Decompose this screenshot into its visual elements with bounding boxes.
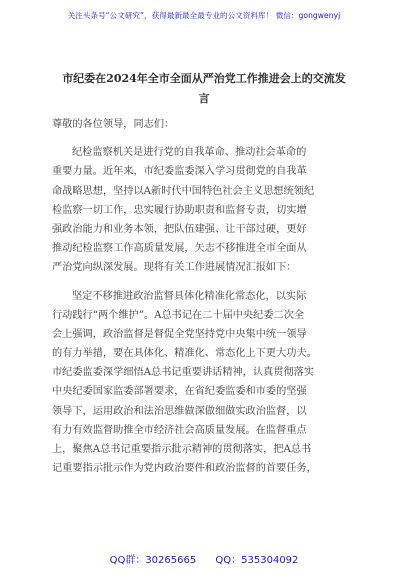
paragraph-line: 记重要指示批示作为党内政治要件和政治监督的首要任务， [52,463,317,475]
paragraph-line: 重要力量。近年来，市纪委监委深入学习贯彻党的自我革 [52,166,307,178]
paragraph-line: 有力有效监督助推全市经济社会高质量发展。在监督重点 [52,424,307,436]
qq-number: QQ：535304092 [215,555,299,566]
paragraph-line: 会上强调，政治监督是督促全党坚持党中央集中统一领导 [52,328,307,340]
footer-contact [0,551,408,566]
paragraph-line: 推动纪检监察工作高质量发展，矢志不移推进全市全面从 [52,243,307,255]
paragraph-line: 严治党向纵深发展。现将有关工作进展情况汇报如下： [52,262,297,274]
paragraph-line: 市纪委监委深学细悟A总书记重要讲话精神，认真贯彻落实 [52,367,315,379]
qq-group-number: QQ群：30265665 [109,555,197,566]
paragraph-line: 领导下，运用政治和法治思维做深做细做实政治监督，以 [52,405,307,417]
document-title [52,69,356,109]
header-banner: 关注头条号“公文研究”，获得最新最全最专业的公文资料库！ 微信：gongwenyj [67,11,341,20]
paragraph-1 [52,143,356,277]
paragraph-line: 坚定不移推进政治监督具体化精准化常态化，以实际 [72,290,307,302]
paragraph-line: 强政治能力和业务本领，把队伍建强、让干部过硬，更好 [52,223,307,235]
title-line-1: 市纪委在2024年全市全面从严治党工作推进会上的交流发 [62,72,346,85]
document-body [52,115,356,478]
paragraph-2 [52,287,356,479]
paragraph-line: 命战略思想，坚持以A新时代中国特色社会主义思想统领纪 [52,185,315,197]
paragraph-line: 纪检监察机关是进行党的自我革命、推动社会革命的 [72,147,307,159]
paragraph-line: 检监察一切工作，忠实履行协助职责和监督专责，切实增 [52,204,307,216]
paragraph-line: 行动践行“两个维护”。A总书记在二十届中央纪委二次全 [52,309,305,321]
title-line-2: 言 [198,92,210,105]
paragraph-line: 的有力举措，要在具体化、精准化、常态化上下更大功夫。 [52,348,317,360]
paragraph-line: 中央纪委国家监委部署要求，在省纪委监委和市委的坚强 [52,386,307,398]
paragraph-line: 上，聚焦A总书记重要指示批示精神的贯彻落实，把A总书 [52,444,312,455]
greeting: 尊敬的各位领导，同志们： [52,119,175,130]
